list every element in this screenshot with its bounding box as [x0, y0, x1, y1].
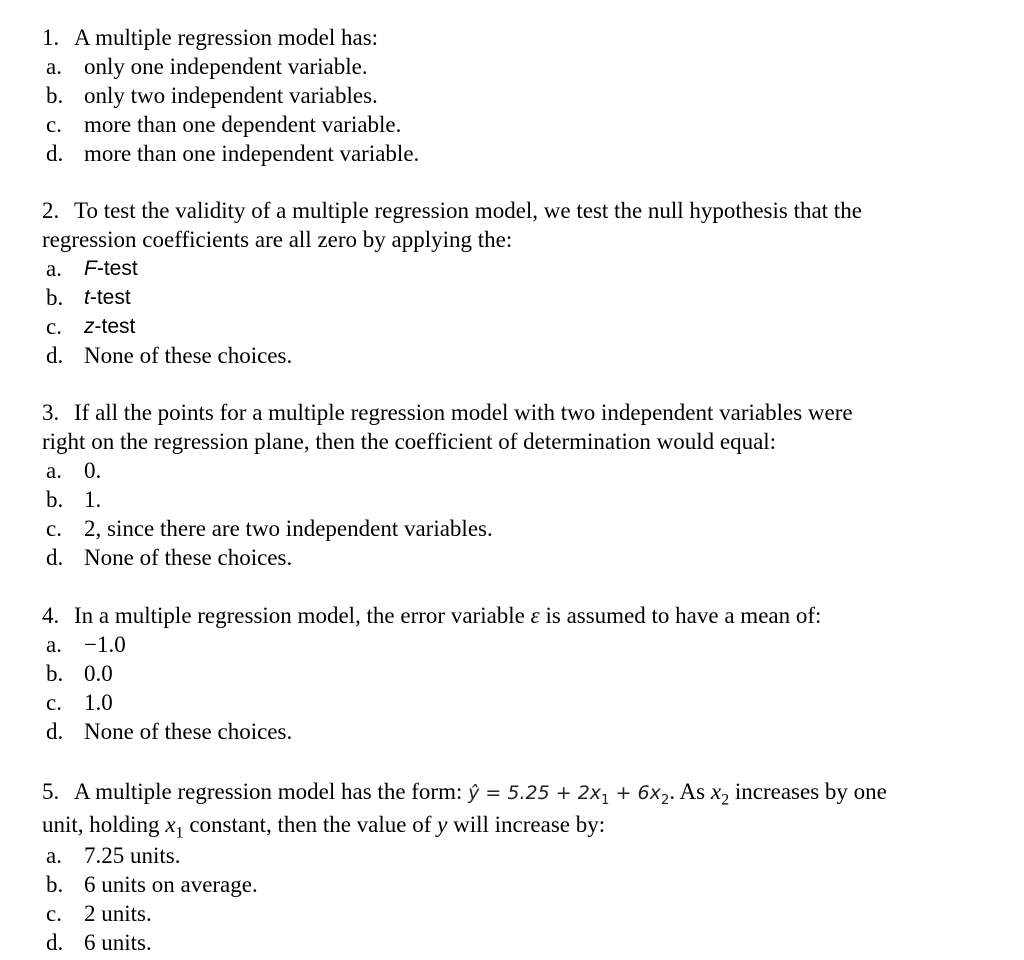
option-b — [42, 283, 982, 312]
option-text: -test — [96, 257, 138, 280]
question-text: is assumed to have a mean of: — [539, 603, 822, 628]
option-b — [42, 870, 982, 899]
question-text: constant, then the value of — [183, 812, 438, 837]
question-3 — [42, 398, 982, 572]
option-text: None of these choices. — [84, 545, 293, 570]
option-letter: a. — [46, 256, 62, 281]
option-text: 1. — [84, 487, 102, 512]
option-a — [42, 456, 982, 485]
option-b — [42, 659, 982, 688]
option-text: 6 units. — [84, 930, 152, 955]
option-c — [42, 688, 982, 717]
option-text: -test — [89, 286, 131, 309]
question-5 — [42, 776, 982, 957]
option-letter: d. — [46, 343, 64, 368]
option-b — [42, 81, 982, 110]
question-5-stem — [42, 776, 982, 841]
question-1 — [42, 23, 982, 168]
option-letter: c. — [46, 314, 62, 339]
question-text: increases by one — [729, 779, 887, 804]
option-d — [42, 928, 982, 957]
option-letter: a. — [46, 843, 62, 868]
option-a — [42, 841, 982, 870]
option-letter: b. — [46, 285, 64, 310]
option-text: more than one independent variable. — [84, 141, 420, 166]
equals: = — [479, 782, 508, 804]
period: . — [669, 779, 676, 804]
option-letter: a. — [46, 632, 62, 657]
option-text: 2 units. — [84, 901, 152, 926]
option-text: −1.0 — [84, 632, 126, 657]
question-number: 5. — [42, 779, 60, 804]
option-text: -test — [94, 315, 136, 338]
option-text: 2, since there are two independent variables. — [84, 516, 493, 541]
option-d — [42, 341, 982, 370]
option-c — [42, 110, 982, 139]
option-a — [42, 254, 982, 283]
option-text: None of these choices. — [84, 343, 293, 368]
question-text: A multiple regression model has the form: — [74, 779, 469, 804]
question-4 — [42, 601, 982, 746]
option-text: 7.25 units. — [84, 843, 181, 868]
subscript: 2 — [721, 791, 730, 809]
option-c — [42, 312, 982, 341]
option-c — [42, 514, 982, 543]
variable-x1: x — [589, 782, 602, 804]
coefficient-1: 2 — [577, 782, 590, 804]
option-letter: b. — [46, 872, 64, 897]
option-letter: d. — [46, 141, 64, 166]
plus: + — [549, 782, 578, 804]
option-d — [42, 139, 982, 168]
option-letter: a. — [46, 54, 62, 79]
epsilon-symbol: ε — [530, 603, 540, 628]
option-letter: b. — [46, 487, 64, 512]
question-text: A multiple regression model has: — [74, 25, 379, 50]
option-text: 0. — [84, 458, 102, 483]
question-2-stem — [42, 196, 982, 254]
subscript: 1 — [601, 792, 610, 808]
option-letter: a. — [46, 458, 62, 483]
option-variable: t — [84, 286, 90, 309]
option-letter: c. — [46, 112, 62, 137]
question-text: To test the validity of a multiple regression model, we test the null hypothesis that the — [74, 198, 862, 223]
question-4-stem — [42, 601, 982, 630]
option-letter: b. — [46, 661, 64, 686]
question-text: If all the points for a multiple regression model with two independent variables were — [74, 400, 853, 425]
coefficient-2: 6 — [637, 782, 650, 804]
option-letter: c. — [46, 516, 62, 541]
option-letter: d. — [46, 930, 64, 955]
option-text: 6 units on average. — [84, 872, 258, 897]
y-hat: ŷ — [468, 782, 480, 804]
option-text: only one independent variable. — [84, 54, 368, 79]
option-text: 0.0 — [84, 661, 113, 686]
option-letter: c. — [46, 690, 62, 715]
regression-equation — [468, 782, 670, 808]
option-variable: F — [84, 257, 97, 280]
question-text: right on the regression plane, then the coefficient of determination would equal: — [42, 429, 777, 454]
subscript: 2 — [660, 792, 670, 808]
option-text: None of these choices. — [84, 719, 293, 744]
option-a — [42, 630, 982, 659]
constant: 5.25 — [507, 782, 550, 804]
question-text: unit, holding — [42, 812, 166, 837]
question-number: 1. — [42, 25, 60, 50]
option-variable: z — [84, 315, 95, 338]
plus: + — [609, 782, 638, 804]
variable-y: y — [437, 812, 448, 837]
question-2 — [42, 196, 982, 370]
question-text: will increase by: — [447, 812, 606, 837]
option-letter: d. — [46, 545, 64, 570]
question-text: regression coefficients are all zero by applying the: — [42, 227, 513, 252]
question-1-stem — [42, 23, 982, 52]
subscript: 1 — [175, 824, 184, 842]
question-3-stem — [42, 398, 982, 456]
option-d — [42, 717, 982, 746]
variable-x2: x — [710, 779, 722, 804]
option-letter: d. — [46, 719, 64, 744]
option-text: more than one dependent variable. — [84, 112, 402, 137]
option-b — [42, 485, 982, 514]
question-text: In a multiple regression model, the error variable — [74, 603, 531, 628]
option-d — [42, 543, 982, 572]
question-number: 4. — [42, 603, 60, 628]
option-a — [42, 52, 982, 81]
question-text: As — [675, 779, 711, 804]
question-number: 2. — [42, 198, 60, 223]
option-c — [42, 899, 982, 928]
question-number: 3. — [42, 400, 60, 425]
option-text: only two independent variables. — [84, 83, 378, 108]
option-text: 1.0 — [84, 690, 113, 715]
option-letter: b. — [46, 83, 64, 108]
variable-x1: x — [165, 812, 176, 837]
variable-x2: x — [649, 782, 661, 804]
option-letter: c. — [46, 901, 62, 926]
